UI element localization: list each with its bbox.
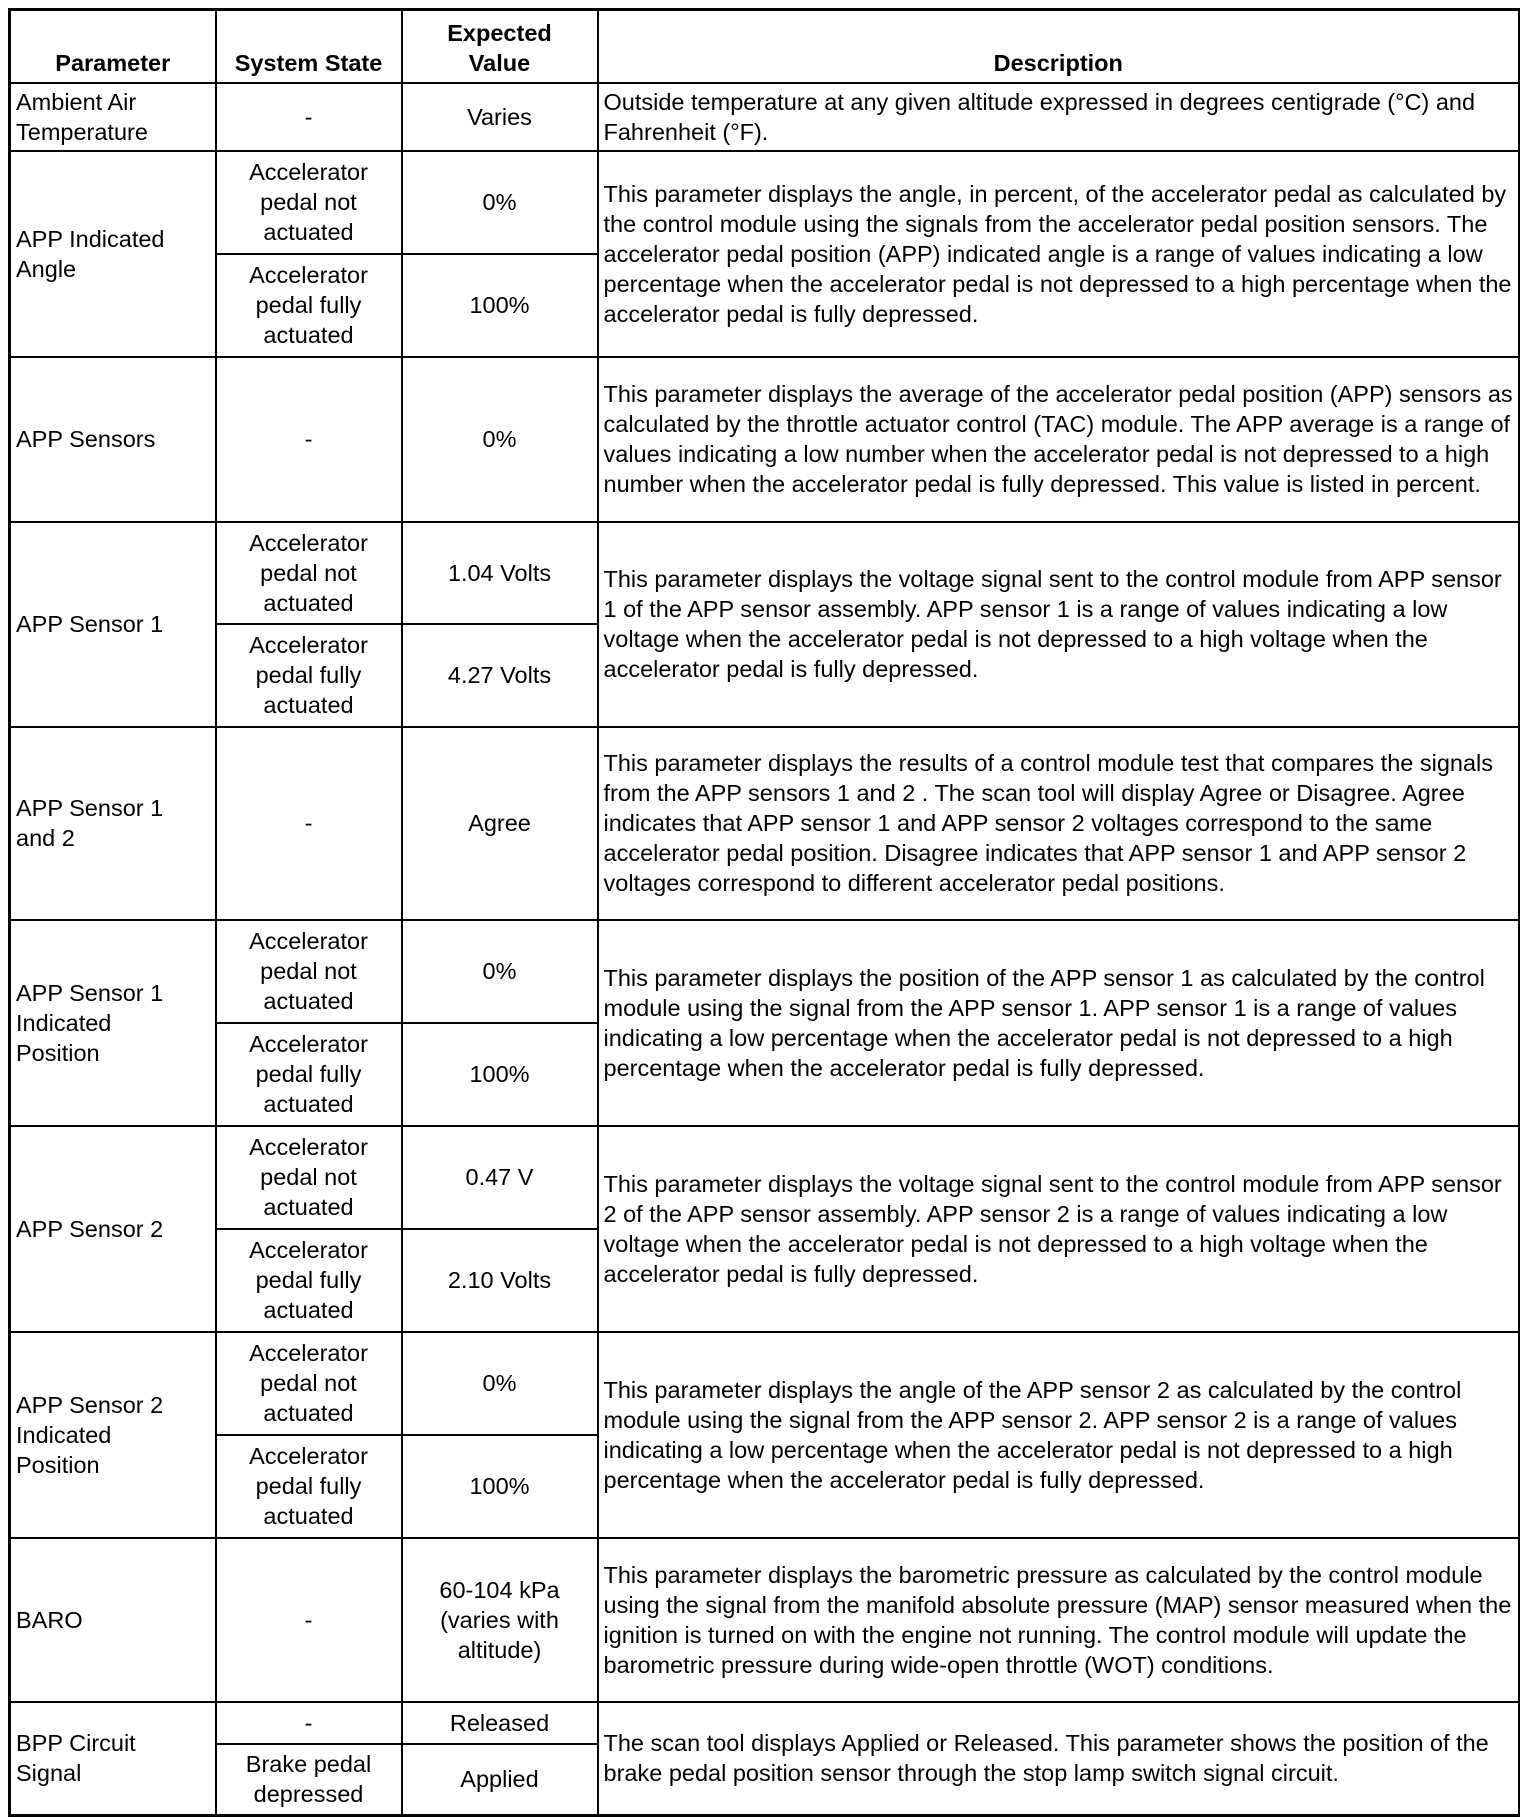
description-cell: This parameter displays the barometric pressure as calculated by the control module using the signal from the manifold absolute pressure (MAP) sensor measured when the ignition is turned on with the engine not running. The control module will update the barometric pressure during wide-open throttle (WOT) conditions.: [598, 1538, 1520, 1702]
system-state-cell: Brake pedal depressed: [216, 1744, 402, 1816]
system-state-cell: -: [216, 357, 402, 522]
table-row: [10, 1538, 1520, 1702]
expected-value-cell: Varies: [402, 83, 598, 151]
description-cell: This parameter displays the voltage signal sent to the control module from APP sensor 1 of the APP sensor assembly. APP sensor 1 is a range of values indicating a low voltage when the accelerator pedal is not depressed to a high voltage when the accelerator pedal is fully depressed.: [598, 522, 1520, 727]
parameter-cell: APP Sensor 1: [10, 522, 216, 727]
header-expected-value: Expected Value: [402, 10, 598, 83]
parameter-cell: APP Sensor 2: [10, 1126, 216, 1332]
description-cell: Outside temperature at any given altitude expressed in degrees centigrade (°C) and Fahrenheit (°F).: [598, 83, 1520, 151]
parameter-cell: BARO: [10, 1538, 216, 1702]
system-state-cell: Accelerator pedal fully actuated: [216, 1229, 402, 1332]
description-cell: This parameter displays the voltage signal sent to the control module from APP sensor 2 of the APP sensor assembly. APP sensor 2 is a range of values indicating a low voltage when the accelerator pedal is not depressed to a high voltage when the accelerator pedal is fully depressed.: [598, 1126, 1520, 1332]
table-row: [10, 151, 1520, 254]
system-state-cell: Accelerator pedal not actuated: [216, 1126, 402, 1229]
parameter-cell: Ambient Air Temperature: [10, 83, 216, 151]
system-state-cell: Accelerator pedal fully actuated: [216, 254, 402, 357]
parameter-cell: APP Indicated Angle: [10, 151, 216, 357]
expected-value-cell: 0%: [402, 920, 598, 1023]
system-state-cell: Accelerator pedal fully actuated: [216, 624, 402, 727]
header-system-state: System State: [216, 10, 402, 83]
system-state-cell: -: [216, 727, 402, 920]
system-state-cell: Accelerator pedal not actuated: [216, 920, 402, 1023]
system-state-cell: -: [216, 1538, 402, 1702]
header-row: [10, 10, 1520, 83]
system-state-cell: Accelerator pedal fully actuated: [216, 1435, 402, 1538]
table-row: [10, 920, 1520, 1023]
description-cell: This parameter displays the angle of the APP sensor 2 as calculated by the control module using the signal from the APP sensor 2. APP sensor 2 is a range of values indicating a low percentage when the accelerator pedal is not depressed to a high percentage when the accelerator pedal is fully depressed.: [598, 1332, 1520, 1538]
table-row: [10, 1126, 1520, 1229]
expected-value-cell: Applied: [402, 1744, 598, 1816]
description-cell: This parameter displays the results of a control module test that compares the signals from the APP sensors 1 and 2 . The scan tool will display Agree or Disagree. Agree indicates that APP sensor 1 and APP sensor 2 voltages correspond to the same accelerator pedal position. Disagree indicates that APP sensor 1 and APP sensor 2 voltages correspond to different accelerator pedal positions.: [598, 727, 1520, 920]
expected-value-cell: 0%: [402, 151, 598, 254]
expected-value-cell: 60-104 kPa (varies with altitude): [402, 1538, 598, 1702]
table-row: [10, 727, 1520, 920]
system-state-cell: Accelerator pedal not actuated: [216, 151, 402, 254]
expected-value-cell: 2.10 Volts: [402, 1229, 598, 1332]
parameter-cell: APP Sensor 1 and 2: [10, 727, 216, 920]
expected-value-cell: Released: [402, 1702, 598, 1744]
system-state-cell: -: [216, 1702, 402, 1744]
system-state-cell: Accelerator pedal not actuated: [216, 1332, 402, 1435]
parameter-cell: APP Sensor 1 Indicated Position: [10, 920, 216, 1126]
expected-value-cell: 100%: [402, 254, 598, 357]
expected-value-cell: 100%: [402, 1435, 598, 1538]
description-cell: This parameter displays the average of the accelerator pedal position (APP) sensors as calculated by the throttle actuator control (TAC) module. The APP average is a range of values indicating a low number when the accelerator pedal is not depressed to a high number when the accelerator pedal is fully depressed. This value is listed in percent.: [598, 357, 1520, 522]
parameter-table: [8, 8, 1520, 1817]
description-cell: This parameter displays the position of the APP sensor 1 as calculated by the control module using the signal from the APP sensor 1. APP sensor 1 is a range of values indicating a low percentage when the accelerator pedal is not depressed to a high percentage when the accelerator pedal is fully depressed.: [598, 920, 1520, 1126]
table-row: [10, 357, 1520, 522]
parameter-cell: APP Sensor 2 Indicated Position: [10, 1332, 216, 1538]
system-state-cell: Accelerator pedal not actuated: [216, 522, 402, 624]
table-row: [10, 83, 1520, 151]
parameter-cell: APP Sensors: [10, 357, 216, 522]
expected-value-cell: Agree: [402, 727, 598, 920]
table-row: [10, 522, 1520, 624]
expected-value-cell: 1.04 Volts: [402, 522, 598, 624]
parameter-cell: BPP Circuit Signal: [10, 1702, 216, 1816]
table-row: [10, 1702, 1520, 1744]
header-description: Description: [598, 10, 1520, 83]
expected-value-cell: 100%: [402, 1023, 598, 1126]
table-row: [10, 1332, 1520, 1435]
header-parameter: Parameter: [10, 10, 216, 83]
parameter-table-sheet: [8, 8, 1518, 1817]
expected-value-cell: 0%: [402, 357, 598, 522]
description-cell: The scan tool displays Applied or Released. This parameter shows the position of the brake pedal position sensor through the stop lamp switch signal circuit.: [598, 1702, 1520, 1816]
expected-value-cell: 0.47 V: [402, 1126, 598, 1229]
description-cell: This parameter displays the angle, in percent, of the accelerator pedal as calculated by the control module using the signals from the accelerator pedal position sensors. The accelerator pedal position (APP) indicated angle is a range of values indicating a low percentage when the accelerator pedal is not depressed to a high percentage when the accelerator pedal is fully depressed.: [598, 151, 1520, 357]
system-state-cell: -: [216, 83, 402, 151]
expected-value-cell: 0%: [402, 1332, 598, 1435]
expected-value-cell: 4.27 Volts: [402, 624, 598, 727]
system-state-cell: Accelerator pedal fully actuated: [216, 1023, 402, 1126]
